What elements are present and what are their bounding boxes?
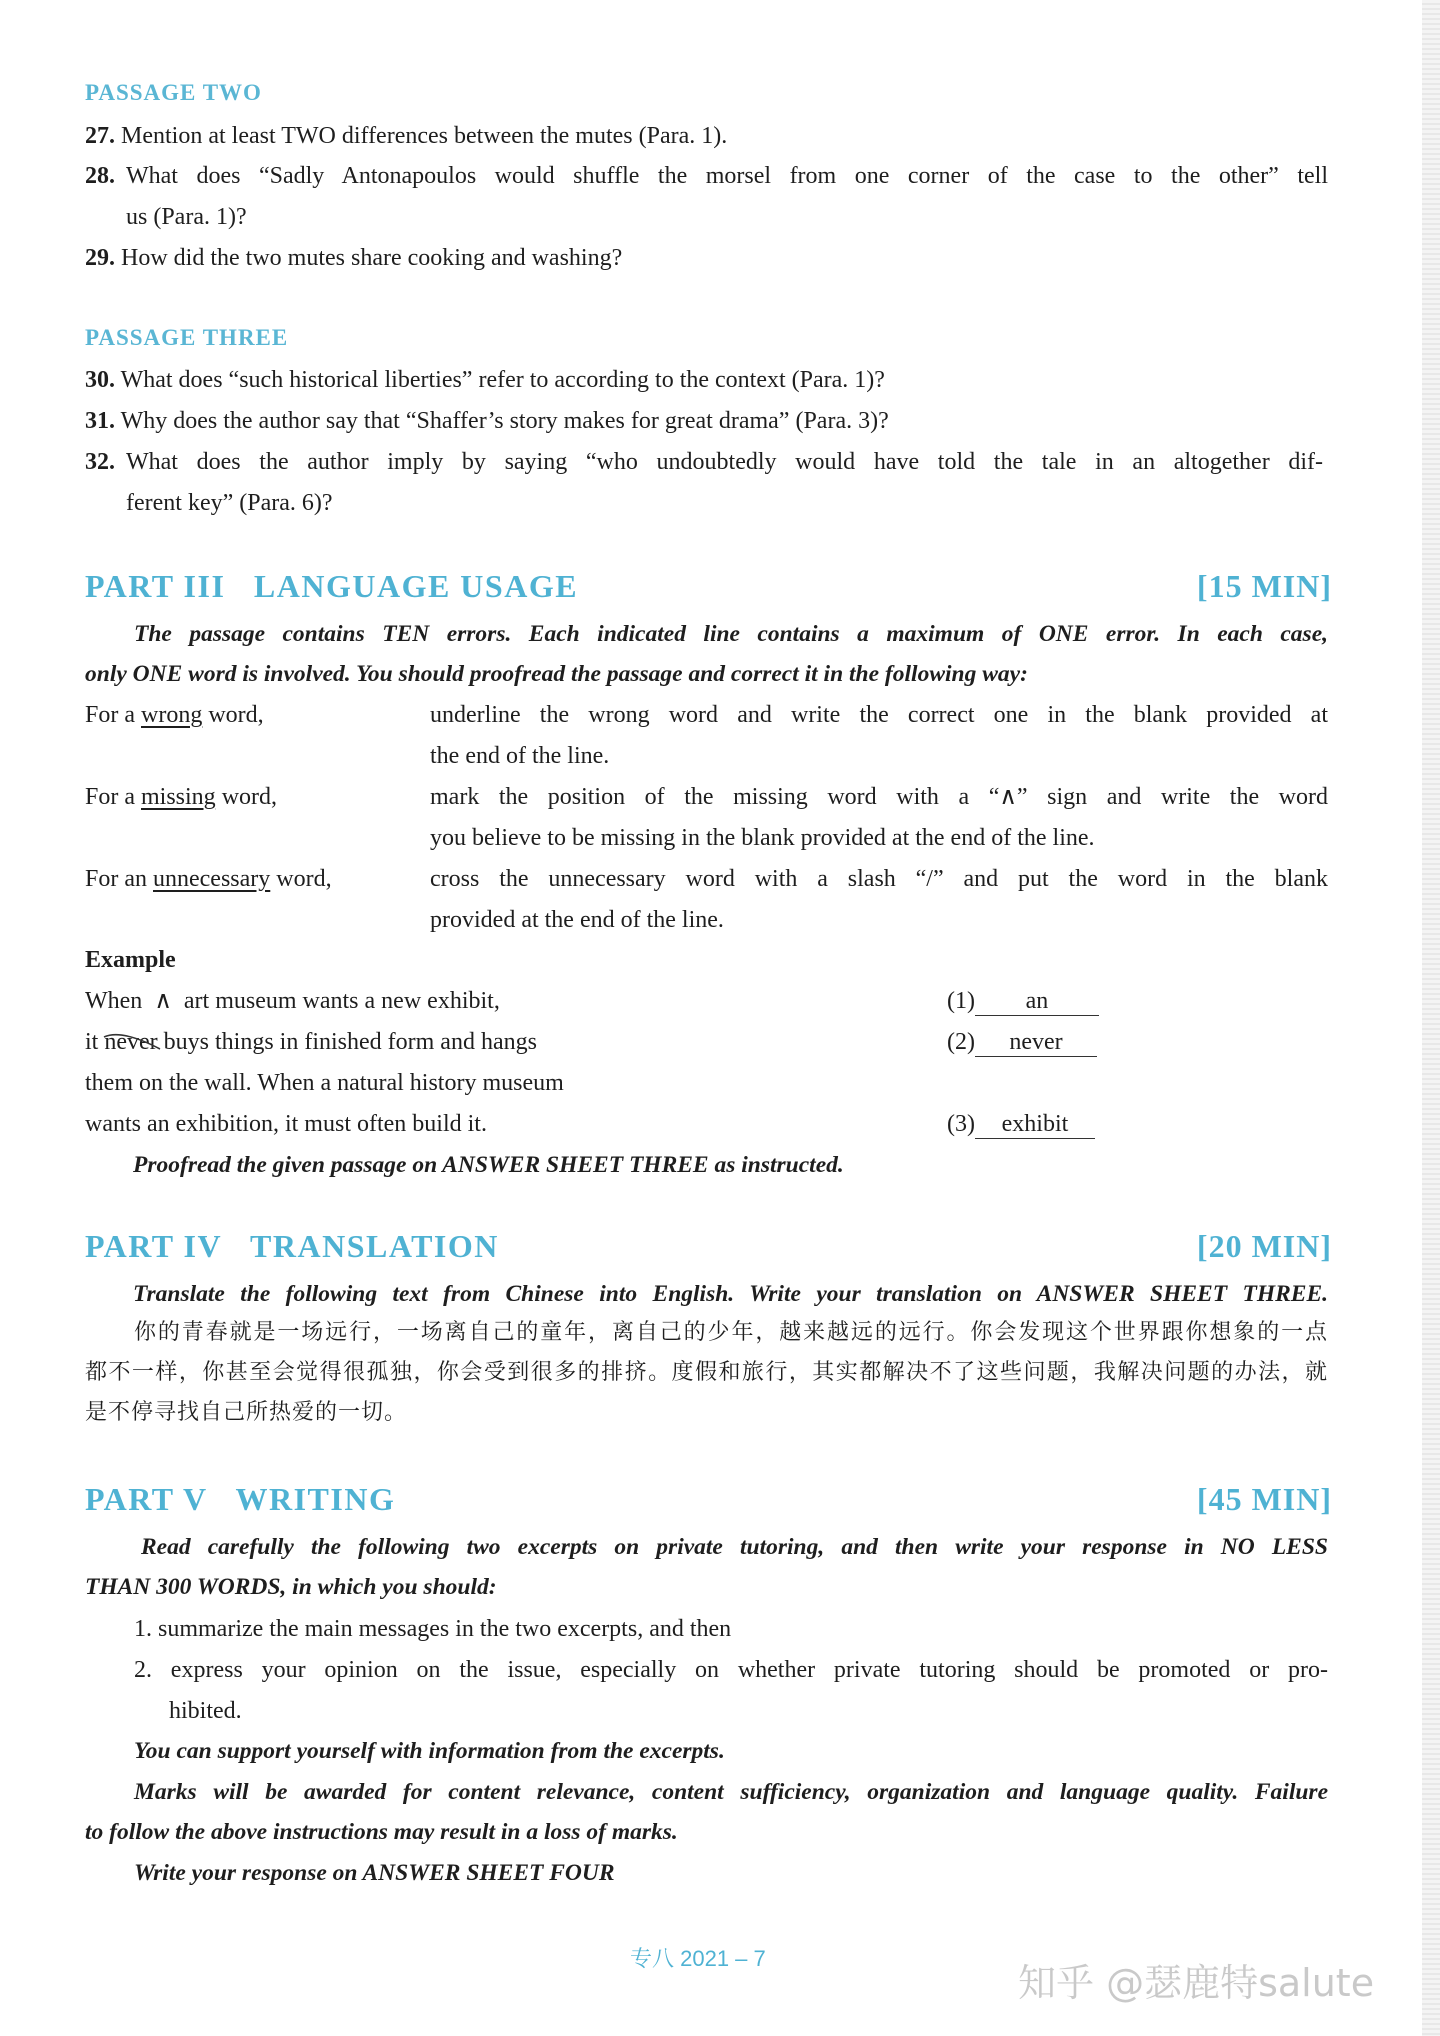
- part-5-number: PART V: [85, 1481, 208, 1517]
- answer-2: [947, 1027, 1097, 1057]
- slash-mark: [102, 1031, 162, 1055]
- example-line1-rest: art museum wants a new exhibit,: [183, 988, 500, 1014]
- question-32-line1: What does the author imply by saying “who undoubtedly would have told the tale in an altogether dif-: [126, 449, 1323, 475]
- answer-1: [947, 986, 1099, 1016]
- answer-2-blank: never: [975, 1028, 1097, 1057]
- question-30-text: What does “such historical liberties” refer to according to the context (Para. 1)?: [120, 367, 885, 393]
- part-3-closing: Proofread the given passage on ANSWER SHEET THREE as instructed.: [133, 1152, 844, 1178]
- rule-wrong-pre: For a: [85, 702, 141, 728]
- example-label: Example: [85, 947, 176, 973]
- passage-two-heading: PASSAGE TWO: [85, 80, 262, 105]
- example-line2-start: it: [85, 1029, 99, 1055]
- rule-wrong-underlined: wrong: [141, 702, 203, 728]
- question-31: [85, 406, 889, 436]
- example-line1: [85, 986, 500, 1016]
- rule-wrong-line2: the end of the line.: [430, 743, 610, 769]
- rule-unnecessary-underlined: unnecessary: [153, 866, 271, 892]
- page-number: 专八 2021 – 7: [630, 1946, 766, 1971]
- answer-3-blank: exhibit: [975, 1110, 1095, 1139]
- part-3-title: [85, 568, 578, 605]
- part-5-instruction-line2: THAN 300 WORDS, in which you should:: [85, 1574, 497, 1600]
- rule-wrong-label: [85, 700, 264, 730]
- crossed-word: [104, 1027, 157, 1057]
- rule-missing-label: [85, 782, 277, 812]
- crossed-word-text: never: [104, 1029, 158, 1055]
- rule-unnecessary-line1: cross the unnecessary word with a slash “/” and put the word in the blank: [430, 866, 1328, 892]
- question-28-number: 28.: [85, 163, 115, 189]
- question-28-line2: us (Para. 1)?: [126, 204, 247, 230]
- part-4-time: [20 MIN]: [1196, 1228, 1332, 1264]
- task-item-2-line2: hibited.: [169, 1698, 242, 1724]
- example-line2: [85, 1027, 537, 1057]
- part-3-instruction-line1: The passage contains TEN errors. Each indicated line contains a maximum of ONE error. In each case,: [134, 621, 1328, 647]
- support-note: You can support yourself with information from the excerpts.: [134, 1738, 725, 1764]
- part-5-name: WRITING: [235, 1481, 396, 1517]
- rule-wrong-post: word,: [202, 702, 264, 728]
- answer-sheet-note: Write your response on ANSWER SHEET FOUR: [134, 1860, 615, 1886]
- question-27: [85, 121, 727, 151]
- answer-1-number: (1): [947, 988, 975, 1014]
- translation-line2: 都不一样，你甚至会觉得很孤独，你会受到很多的排挤。度假和旅行，其实都解决不了这些问题，我解决问题的办法，就: [85, 1360, 1328, 1385]
- rule-missing-line2: you believe to be missing in the blank provided at the end of the line.: [430, 825, 1095, 851]
- task-item-2-line1: 2. express your opinion on the issue, especially on whether private tutoring should be promoted or pro-: [134, 1657, 1328, 1683]
- marks-note-line2: to follow the above instructions may result in a loss of marks.: [85, 1819, 678, 1845]
- task-item-1: 1. summarize the main messages in the two excerpts, and then: [134, 1616, 732, 1642]
- question-32-line2: ferent key” (Para. 6)?: [126, 490, 333, 516]
- rule-unnecessary-line2: provided at the end of the line.: [430, 907, 724, 933]
- rule-missing-line1: mark the position of the missing word with a “∧” sign and write the word: [430, 784, 1328, 810]
- part-5-title: [85, 1481, 395, 1518]
- rule-missing-underlined: missing: [141, 784, 216, 810]
- question-32-number: 32.: [85, 449, 115, 475]
- caret-mark: ∧: [154, 988, 172, 1014]
- example-line4: wants an exhibition, it must often build it.: [85, 1111, 487, 1137]
- question-32: [85, 447, 115, 477]
- answer-2-number: (2): [947, 1029, 975, 1055]
- question-28-line1: What does “Sadly Antonapoulos would shuffle the morsel from one corner of the case to the other” tell: [126, 163, 1328, 189]
- question-31-number: 31.: [85, 408, 115, 434]
- part-3-instruction-line2: only ONE word is involved. You should proofread the passage and correct it in the following way:: [85, 661, 1028, 687]
- part-4-title: [85, 1228, 499, 1265]
- rule-unnecessary-label: [85, 864, 332, 894]
- rule-missing-pre: For a: [85, 784, 141, 810]
- watermark: 知乎 @瑟鹿特salute: [1018, 1961, 1375, 2005]
- question-30-number: 30.: [85, 367, 115, 393]
- part-4-name: TRANSLATION: [250, 1228, 499, 1264]
- part-5-instruction-line1: Read carefully the following two excerpts on private tutoring, and then write your response in NO LESS: [141, 1534, 1328, 1560]
- part-3-time: [15 MIN]: [1196, 568, 1332, 604]
- question-27-text: Mention at least TWO differences between the mutes (Para. 1).: [121, 123, 728, 149]
- question-27-number: 27.: [85, 123, 115, 149]
- part-4-number: PART IV: [85, 1228, 223, 1264]
- rule-missing-post: word,: [215, 784, 278, 810]
- example-line3: them on the wall. When a natural history museum: [85, 1070, 564, 1096]
- question-31-text: Why does the author say that “Shaffer’s story makes for great drama” (Para. 3)?: [120, 408, 889, 434]
- question-30: [85, 365, 885, 395]
- part-5-time: [45 MIN]: [1196, 1481, 1332, 1517]
- translation-line1: 你的青春就是一场远行，一场离自己的童年，离自己的少年，越来越远的远行。你会发现这个世界跟你想象的一点: [134, 1320, 1328, 1345]
- answer-3: [947, 1109, 1095, 1139]
- rule-unnecessary-pre: For an: [85, 866, 153, 892]
- question-29-text: How did the two mutes share cooking and washing?: [121, 245, 623, 271]
- example-line2-rest: buys things in finished form and hangs: [163, 1029, 537, 1055]
- question-29: [85, 243, 622, 273]
- part-3-number: PART III: [85, 568, 226, 604]
- part-3-name: LANGUAGE USAGE: [253, 568, 579, 604]
- rule-unnecessary-post: word,: [270, 866, 332, 892]
- translation-line3: 是不停寻找自己所热爱的一切。: [85, 1400, 408, 1425]
- question-29-number: 29.: [85, 245, 115, 271]
- answer-3-number: (3): [947, 1111, 975, 1137]
- example-line1-start: When: [85, 988, 143, 1014]
- answer-1-blank: an: [975, 987, 1099, 1016]
- marks-note-line1: Marks will be awarded for content relevance, content sufficiency, organization and language quality. Failure: [134, 1779, 1328, 1805]
- passage-three-heading: PASSAGE THREE: [85, 325, 289, 350]
- page-edge: [1422, 0, 1440, 2036]
- part-4-instruction: Translate the following text from Chinese into English. Write your translation on ANSWER SHEET THREE.: [133, 1281, 1328, 1307]
- rule-wrong-line1: underline the wrong word and write the correct one in the blank provided at: [430, 702, 1328, 728]
